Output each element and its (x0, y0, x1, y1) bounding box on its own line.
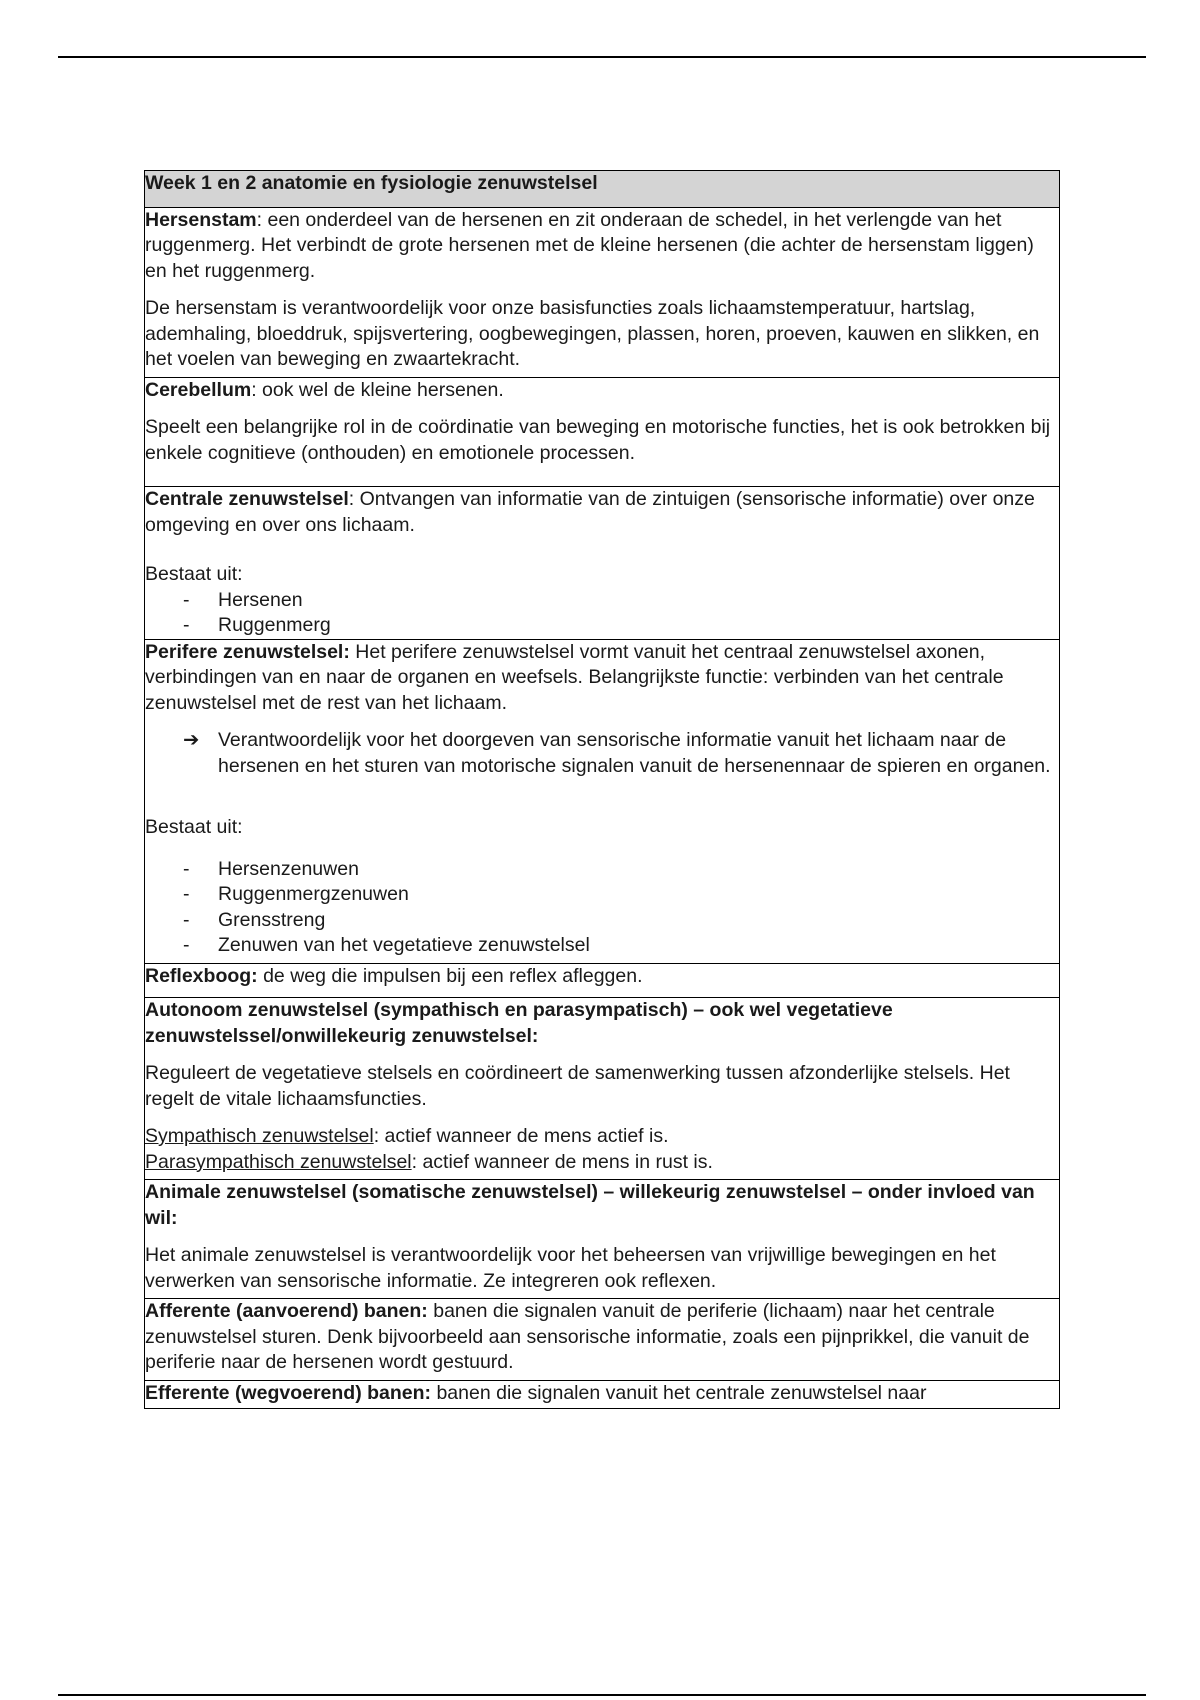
term: Centrale zenuwstelsel (145, 488, 349, 510)
list-item: - Grensstreng (183, 908, 1059, 934)
paragraph: Het animale zenuwstelsel is verantwoordelijk voor het beheersen van vrijwillige bewegingen en het verwerken van sensorische informatie. Ze integreren ook reflexen. (145, 1244, 996, 1292)
definition: : ook wel de kleine hersenen. (251, 378, 504, 401)
paragraph: Reguleert de vegetatieve stelsels en coördineert de samenwerking tussen afzonderlijke stelsels. Het regelt de vitale lichaamsfuncties. (145, 1062, 1010, 1110)
list-item: - Hersenen (183, 588, 1059, 614)
term: Perifere zenuwstelsel: (145, 640, 350, 663)
table-row (145, 1299, 1060, 1381)
definition: de weg die impulsen bij een reflex afleggen. (257, 964, 643, 987)
list-item: - Ruggenmergzenuwen (183, 882, 1059, 908)
table-row (145, 998, 1060, 1180)
consists-label: Bestaat uit: (145, 816, 243, 838)
table-row (145, 1180, 1060, 1299)
dash-list (145, 857, 1059, 959)
table-row (145, 963, 1060, 998)
term: Efferente (wegvoerend) banen: (145, 1381, 432, 1404)
list-item: - Zenuwen van het vegetatieve zenuwstelsel (183, 933, 1059, 959)
table-row (145, 171, 1060, 208)
right-arrow-icon: ➔ (183, 729, 200, 751)
section-hersenstam (145, 207, 1060, 377)
section-efferent (145, 1380, 1060, 1409)
section-somatic (145, 1180, 1060, 1299)
consists-label: Bestaat uit: (145, 563, 243, 585)
definition: Het perifere zenuwstelsel vormt vanuit het centraal zenuwstelsel axonen, verbindingen van en naar de organen en weefsels. Belangrijkste functie: verbinden van het centrale zenuwstelsel met de rest van het lichaam. (145, 640, 1004, 714)
arrow-bullet (145, 728, 1059, 779)
term: Hersenstam (145, 208, 257, 231)
list-item: - Ruggenmerg (183, 613, 1059, 639)
definition: : Ontvangen van informatie van de zintuigen (sensorische informatie) over onze omgeving en over ons lichaam. (145, 488, 1035, 536)
top-rule (58, 56, 1146, 58)
term: Reflexboog: (145, 964, 258, 987)
definition: : actief wanneer de mens in rust is. (411, 1150, 713, 1173)
bottom-rule (58, 1694, 1146, 1696)
list-item: - Hersenzenuwen (183, 857, 1059, 883)
term: Sympathisch zenuwstelsel (145, 1125, 374, 1147)
term: Parasympathisch zenuwstelsel (145, 1150, 412, 1173)
table-row (145, 1380, 1060, 1409)
table-row (145, 639, 1060, 963)
section-cerebellum (145, 377, 1060, 487)
term: Cerebellum (145, 378, 252, 401)
definition: banen die signalen vanuit het centrale zenuwstelsel naar (431, 1381, 927, 1404)
paragraph: De hersenstam is verantwoordelijk voor onze basisfuncties zoals lichaamstemperatuur, hartslag, ademhaling, bloeddruk, spijsvertering, oogbewegingen, plassen, horen, proeven, kauwen en slikken, en het voelen van beweging en zwaartekracht. (145, 297, 1040, 370)
definition: : actief wanneer de mens actief is. (373, 1125, 669, 1147)
paragraph: Speelt een belangrijke rol in de coördinatie van beweging en motorische functies, het is ook betrokken bij enkele cognitieve (onthouden) en emotionele processen. (145, 416, 1051, 464)
definition: banen die signalen vanuit de periferie (lichaam) naar het centrale zenuwstelsel sturen. Denk bijvoorbeeld aan sensorische informatie, zoals een pijnprikkel, die vanuit de periferie naar de hersenen wordt gestuurd. (145, 1300, 1030, 1373)
section-heading: Autonoom zenuwstelsel (sympathisch en parasympatisch) – ook wel vegetatieve zenuwstelssel/onwillekeurig zenuwstelsel: (145, 999, 893, 1047)
section-heading: Animale zenuwstelsel (somatische zenuwstelsel) – willekeurig zenuwstelsel – onder invloed van wil: (145, 1181, 1035, 1229)
section-autonomic (145, 998, 1060, 1180)
definition: : een onderdeel van de hersenen en zit onderaan de schedel, in het verlengde van het ruggenmerg. Het verbindt de grote hersenen met de kleine hersenen (die achter de hersenstam liggen) en het ruggenmerg. (145, 208, 1034, 282)
table-row (145, 377, 1060, 487)
section-afferent (145, 1299, 1060, 1381)
section-reflexboog (145, 963, 1060, 998)
section-peripheral-nervous-system (145, 639, 1060, 963)
table-row (145, 207, 1060, 377)
table-title: Week 1 en 2 anatomie en fysiologie zenuwstelsel (145, 171, 1060, 208)
notes-table (144, 170, 1060, 1409)
section-central-nervous-system (145, 487, 1060, 640)
table-row (145, 487, 1060, 640)
dash-list (145, 588, 1059, 639)
term: Afferente (aanvoerend) banen: (145, 1300, 428, 1322)
arrow-bullet-text: Verantwoordelijk voor het doorgeven van sensorische informatie vanuit het lichaam naar de hersenen en het sturen van motorische signalen vanuit de hersenennaar de spieren en organen. (218, 729, 1051, 777)
